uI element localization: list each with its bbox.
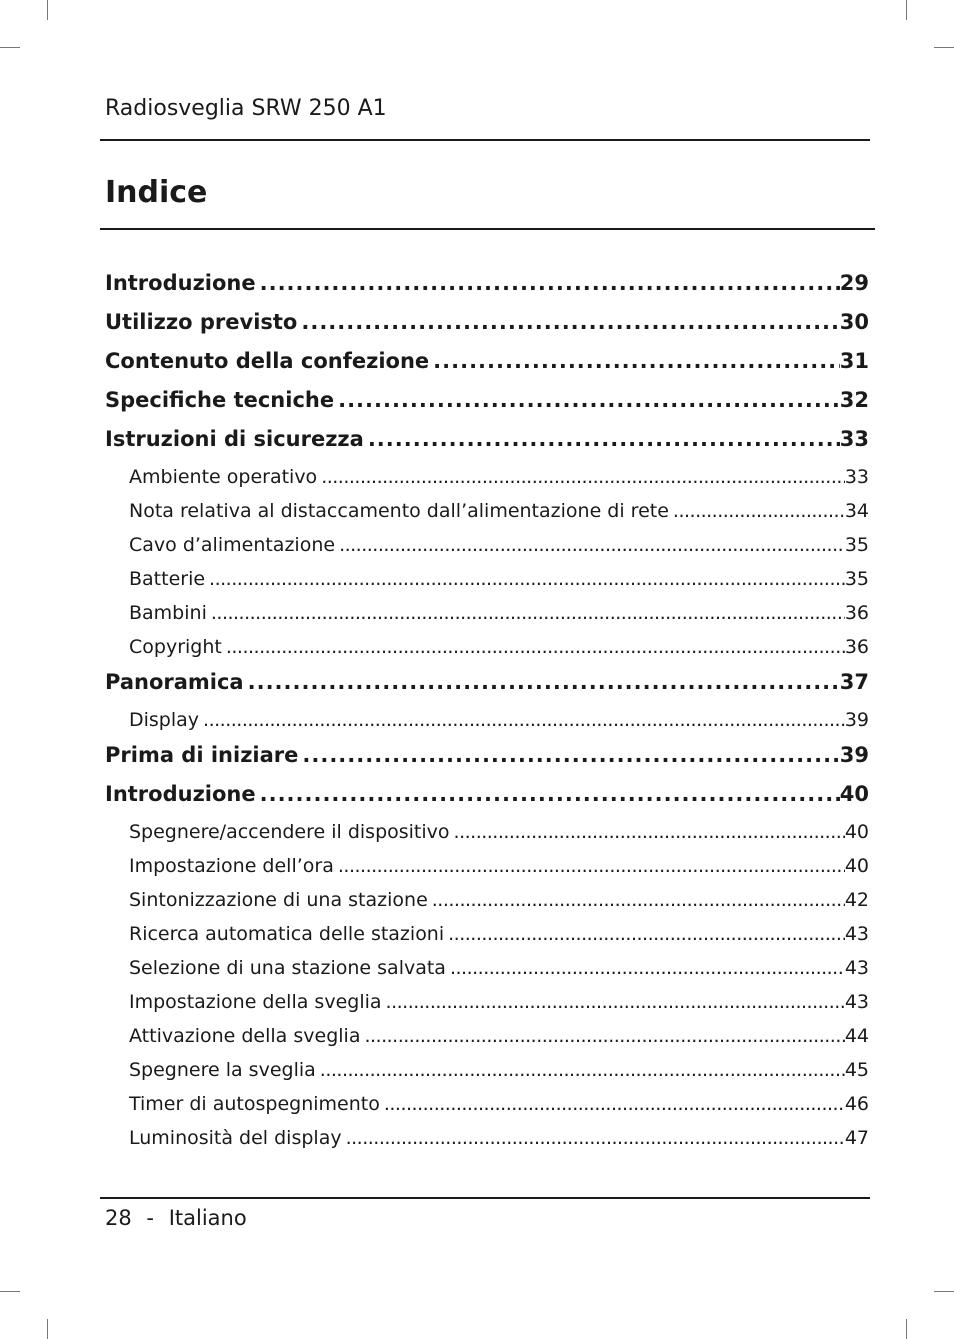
- toc-entry-page: 29: [839, 271, 869, 295]
- toc-entry-page: 39: [844, 709, 869, 731]
- toc-entry[interactable]: [105, 310, 869, 349]
- crop-mark: [47, 0, 48, 20]
- toc-leader-dots: [334, 855, 845, 877]
- toc-leader-dots: [334, 388, 840, 412]
- toc-entry[interactable]: [105, 782, 869, 821]
- toc-entry-page: 36: [844, 602, 869, 624]
- toc-subentry[interactable]: [105, 1127, 869, 1161]
- toc-leader-dots: [256, 271, 840, 295]
- toc-entry-label: Contenuto della confezione: [105, 349, 430, 373]
- header-rule: [100, 139, 870, 141]
- toc-leader-dots: [317, 466, 845, 488]
- footer-language: Italiano: [168, 1206, 247, 1230]
- toc-subentry[interactable]: [105, 1059, 869, 1093]
- page-number: 28: [105, 1206, 132, 1230]
- toc-leader-dots: [380, 1093, 845, 1115]
- toc-entry-label: Ricerca automatica delle stazioni: [129, 923, 445, 945]
- table-of-contents: [105, 271, 869, 1161]
- toc-entry-page: 35: [844, 534, 869, 556]
- toc-subentry[interactable]: [105, 1093, 869, 1127]
- toc-leader-dots: [450, 821, 845, 843]
- toc-subentry[interactable]: [105, 500, 869, 534]
- toc-entry-label: Batterie: [129, 568, 206, 590]
- toc-entry-label: Introduzione: [105, 782, 256, 806]
- toc-entry-page: 34: [844, 500, 869, 522]
- toc-entry[interactable]: [105, 271, 869, 310]
- toc-entry-label: Istruzioni di sicurezza: [105, 427, 364, 451]
- toc-leader-dots: [222, 636, 845, 658]
- toc-entry-page: 43: [844, 923, 869, 945]
- toc-entry-page: 40: [844, 821, 869, 843]
- toc-leader-dots: [297, 310, 839, 334]
- toc-subentry[interactable]: [105, 636, 869, 670]
- toc-entry-label: Selezione di una stazione salvata: [129, 957, 446, 979]
- toc-subentry[interactable]: [105, 1025, 869, 1059]
- toc-leader-dots: [244, 670, 840, 694]
- toc-leader-dots: [342, 1127, 845, 1149]
- toc-subentry[interactable]: [105, 709, 869, 743]
- toc-entry[interactable]: [105, 743, 869, 782]
- toc-leader-dots: [207, 602, 845, 624]
- crop-mark: [906, 1319, 907, 1339]
- toc-entry-page: 44: [844, 1025, 869, 1047]
- toc-entry-label: Panoramica: [105, 670, 244, 694]
- toc-leader-dots: [429, 349, 840, 373]
- toc-leader-dots: [669, 500, 845, 522]
- toc-leader-dots: [335, 534, 845, 556]
- toc-entry-label: Spegnere la sveglia: [129, 1059, 316, 1081]
- toc-entry-label: Impostazione della sveglia: [129, 991, 382, 1013]
- toc-entry-page: 32: [839, 388, 869, 412]
- toc-subentry[interactable]: [105, 923, 869, 957]
- toc-entry-label: Specifiche tecniche: [105, 388, 335, 412]
- footer-rule: [100, 1197, 870, 1199]
- toc-entry-page: 33: [844, 466, 869, 488]
- toc-subentry[interactable]: [105, 602, 869, 636]
- toc-subentry[interactable]: [105, 991, 869, 1025]
- crop-mark: [47, 1319, 48, 1339]
- toc-entry-label: Ambiente operativo: [129, 466, 318, 488]
- toc-entry-label: Introduzione: [105, 271, 256, 295]
- crop-mark: [906, 0, 907, 20]
- toc-leader-dots: [316, 1059, 845, 1081]
- toc-entry-page: 36: [844, 636, 869, 658]
- toc-entry[interactable]: [105, 670, 869, 709]
- toc-entry-label: Prima di iniziare: [105, 743, 299, 767]
- toc-entry-label: Nota relativa al distaccamento dall’alimentazione di rete: [129, 500, 669, 522]
- footer-separator: -: [146, 1206, 154, 1230]
- toc-entry-page: 40: [839, 782, 869, 806]
- toc-entry-page: 37: [839, 670, 869, 694]
- page-title: Indice: [105, 175, 208, 210]
- toc-leader-dots: [205, 568, 845, 590]
- toc-entry-label: Spegnere/accendere il dispositivo: [129, 821, 450, 843]
- toc-entry-label: Display: [129, 709, 200, 731]
- toc-entry[interactable]: [105, 427, 869, 466]
- toc-entry-label: Impostazione dell’ora: [129, 855, 334, 877]
- toc-subentry[interactable]: [105, 855, 869, 889]
- toc-entry-page: 40: [844, 855, 869, 877]
- toc-entry-label: Attivazione della sveglia: [129, 1025, 361, 1047]
- toc-entry-page: 39: [839, 743, 869, 767]
- toc-entry-page: 45: [844, 1059, 869, 1081]
- toc-entry-label: Bambini: [129, 602, 207, 624]
- toc-subentry[interactable]: [105, 568, 869, 602]
- toc-entry-label: Cavo d’alimentazione: [129, 534, 336, 556]
- toc-leader-dots: [298, 743, 839, 767]
- toc-entry-label: Luminosità del display: [129, 1127, 342, 1149]
- toc-entry-page: 33: [839, 427, 869, 451]
- toc-entry-label: Copyright: [129, 636, 222, 658]
- toc-leader-dots: [256, 782, 840, 806]
- toc-entry-page: 43: [844, 957, 869, 979]
- page-footer: [105, 1208, 247, 1229]
- toc-entry-page: 43: [844, 991, 869, 1013]
- toc-entry-page: 31: [839, 349, 869, 373]
- toc-leader-dots: [444, 923, 845, 945]
- toc-subentry[interactable]: [105, 466, 869, 500]
- toc-entry-label: Sintonizzazione di una stazione: [129, 889, 428, 911]
- toc-entry[interactable]: [105, 388, 869, 427]
- toc-subentry[interactable]: [105, 821, 869, 855]
- toc-leader-dots: [199, 709, 845, 731]
- toc-entry-page: 47: [844, 1127, 869, 1149]
- toc-subentry[interactable]: [105, 957, 869, 991]
- toc-subentry[interactable]: [105, 889, 869, 923]
- toc-entry-page: 30: [839, 310, 869, 334]
- toc-leader-dots: [360, 1025, 844, 1047]
- crop-mark: [934, 47, 954, 48]
- toc-entry-label: Utilizzo previsto: [105, 310, 298, 334]
- toc-entry-page: 46: [844, 1093, 869, 1115]
- crop-mark: [0, 47, 20, 48]
- document-header: Radiosveglia SRW 250 A1: [105, 96, 387, 121]
- title-rule: [100, 228, 875, 230]
- crop-mark: [934, 1291, 954, 1292]
- crop-mark: [0, 1291, 20, 1292]
- toc-subentry[interactable]: [105, 534, 869, 568]
- toc-entry-page: 35: [844, 568, 869, 590]
- toc-entry-label: Timer di autospegnimento: [129, 1093, 380, 1115]
- toc-leader-dots: [428, 889, 845, 911]
- toc-leader-dots: [382, 991, 845, 1013]
- toc-leader-dots: [446, 957, 845, 979]
- toc-entry[interactable]: [105, 349, 869, 388]
- toc-entry-page: 42: [844, 889, 869, 911]
- toc-leader-dots: [364, 427, 840, 451]
